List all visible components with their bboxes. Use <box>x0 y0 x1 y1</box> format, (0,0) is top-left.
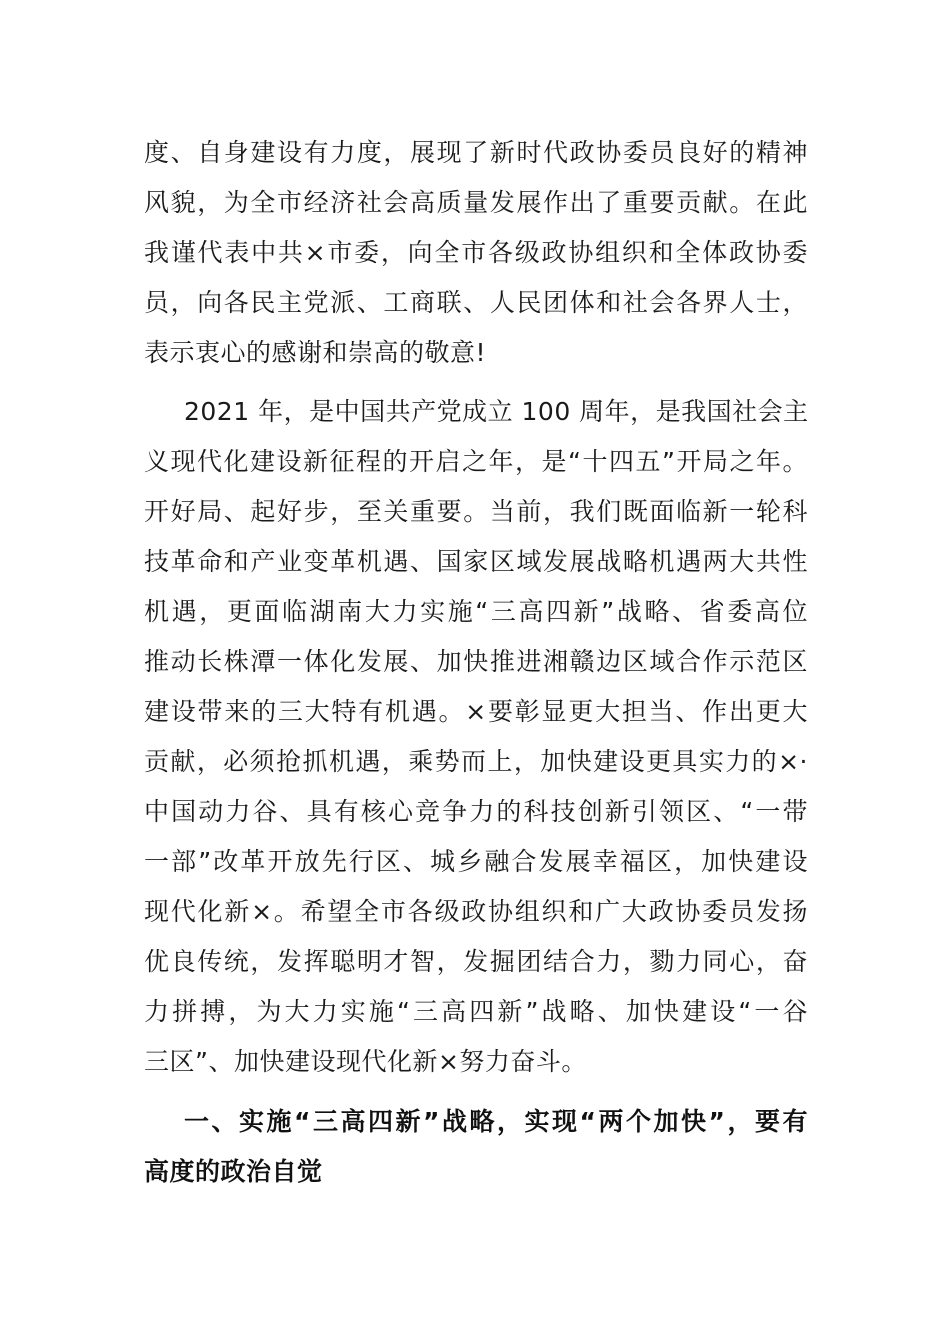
paragraph-line: 建设带来的三大特有机遇。×要彰显更大担当、作出更大 <box>144 697 808 726</box>
paragraph-line: 风貌，为全市经济社会高质量发展作出了重要贡献。在此 <box>144 188 808 217</box>
paragraph-line: 三区”、加快建设现代化新×努力奋斗。 <box>144 1047 587 1076</box>
paragraph-line: 现代化新×。希望全市各级政协组织和广大政协委员发扬 <box>144 897 808 926</box>
paragraph-line: 技革命和产业变革机遇、国家区域发展战略机遇两大共性 <box>144 547 808 576</box>
paragraph-line: 我谨代表中共×市委，向全市各级政协组织和全体政协委 <box>144 238 808 267</box>
paragraph-line: 一部”改革开放先行区、城乡融合发展幸福区，加快建设 <box>144 847 808 876</box>
paragraph-line: 中国动力谷、具有核心竞争力的科技创新引领区、“一带 <box>144 797 808 826</box>
paragraph-line: 义现代化建设新征程的开启之年，是“十四五”开局之年。 <box>144 447 808 476</box>
section-heading <box>144 1097 808 1197</box>
paragraph-line: 优良传统，发挥聪明才智，发掘团结合力，勠力同心，奋 <box>144 947 808 976</box>
paragraph-line: 机遇，更面临湖南大力实施“三高四新”战略、省委高位 <box>144 597 808 626</box>
paragraph-1 <box>144 128 808 378</box>
heading-line: 一、实施“三高四新”战略，实现“两个加快”，要有 <box>184 1107 808 1136</box>
paragraph-line: 度、自身建设有力度，展现了新时代政协委员良好的精神 <box>144 138 808 167</box>
paragraph-line: 2021 年，是中国共产党成立 100 周年，是我国社会主 <box>184 397 809 426</box>
paragraph-line: 力拼搏，为大力实施“三高四新”战略、加快建设“一谷 <box>144 997 808 1026</box>
paragraph-2 <box>144 387 808 1087</box>
paragraph-line: 开好局、起好步，至关重要。当前，我们既面临新一轮科 <box>144 497 808 526</box>
paragraph-line: 表示衷心的感谢和崇高的敬意! <box>144 338 487 367</box>
paragraph-line: 推动长株潭一体化发展、加快推进湘赣边区域合作示范区 <box>144 647 808 676</box>
heading-line: 高度的政治自觉 <box>144 1157 323 1186</box>
paragraph-line: 贡献，必须抢抓机遇，乘势而上，加快建设更具实力的×· <box>144 747 808 776</box>
paragraph-line: 员，向各民主党派、工商联、人民团体和社会各界人士， <box>144 288 808 317</box>
